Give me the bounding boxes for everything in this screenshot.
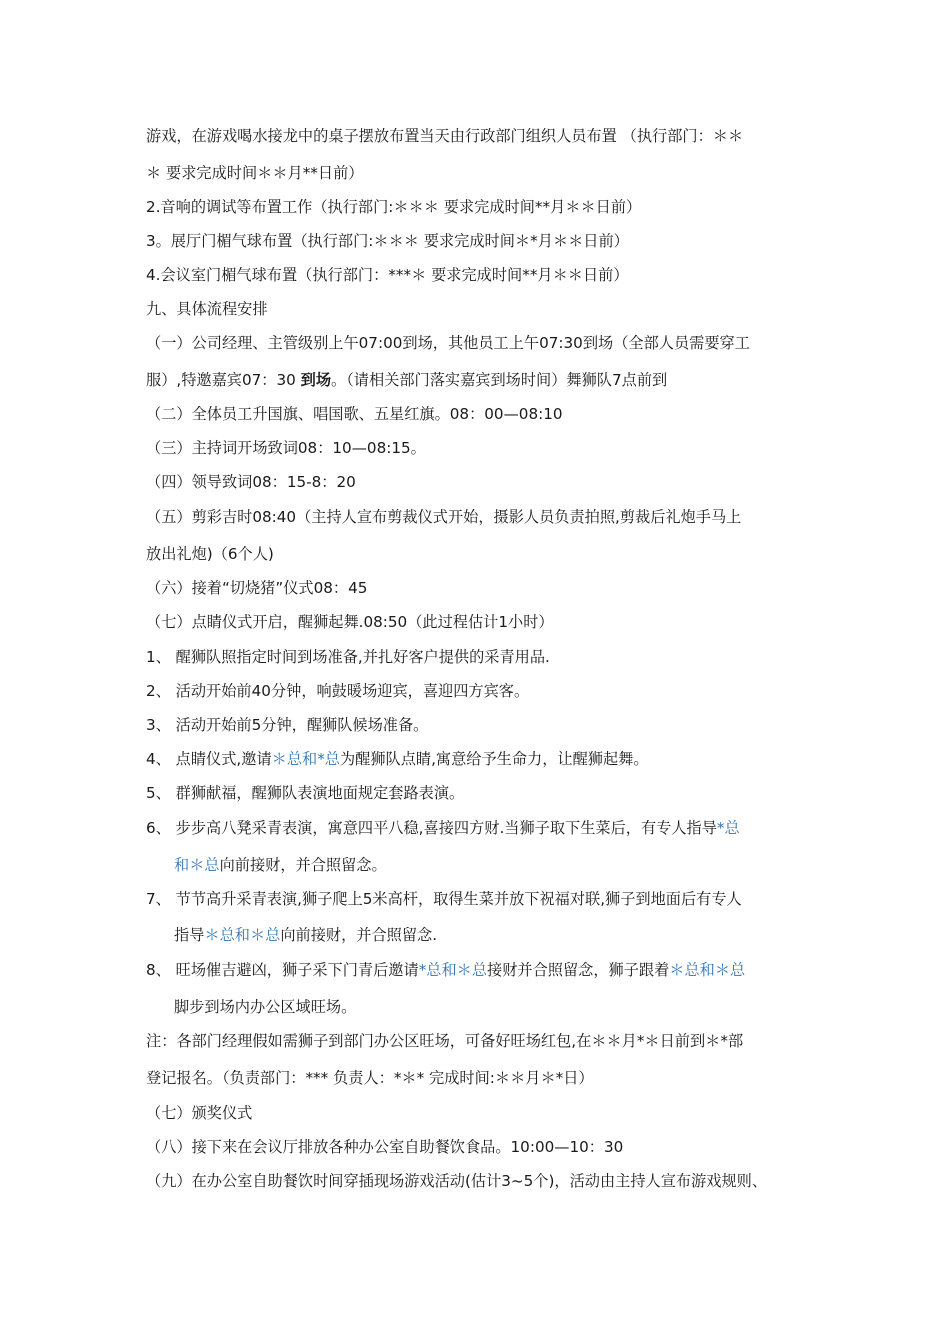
list-item-continuation: 和＊总向前接财，并合照留念。 (174, 856, 387, 874)
list-item-continuation: 脚步到场内办公区域旺场。 (174, 998, 357, 1016)
text-line: 3。展厅门楣气球布置（执行部门:＊＊＊ 要求完成时间＊*月＊＊日前） (146, 232, 629, 250)
list-item: 1、 醒狮队照指定时间到场准备,并扎好客户提供的采青用品. (146, 648, 550, 666)
text-line: 2.音响的调试等布置工作（执行部门:＊＊＊ 要求完成时间**月＊＊日前） (146, 198, 642, 216)
note-text: 登记报名。（负责部门：*** 负责人：*＊* 完成时间:＊＊月＊*日） (146, 1069, 594, 1087)
list-item: 4、 点睛仪式,邀请＊总和*总为醒狮队点睛,寓意给予生命力，让醒狮起舞。 (146, 750, 649, 768)
text-line: （五）剪彩吉时08:40（主持人宣布剪裁仪式开始，摄影人员负责拍照,剪裁后礼炮手马上 (146, 508, 742, 526)
text-line: （七）点睛仪式开启，醒狮起舞.08:50（此过程估计1小时） (146, 613, 554, 631)
text-line: 服）,特邀嘉宾07：30 到场。（请相关部门落实嘉宾到场时间）舞狮队7点前到 (146, 371, 668, 389)
text-line: 4.会议室门楣气球布置（执行部门：***＊ 要求完成时间**月＊＊日前） (146, 266, 629, 284)
list-item: 8、 旺场催吉避凶，狮子采下门青后邀请*总和＊总接财并合照留念，狮子跟着＊总和＊总 (146, 961, 746, 979)
text-line: （二）全体员工升国旗、唱国歌、五星红旗。08：00—08:10 (146, 405, 563, 423)
text-line: （一）公司经理、主管级别上午07:00到场，其他员工上午07:30到场（全部人员需要穿工 (146, 334, 750, 352)
text-line: （八）接下来在会议厅排放各种办公室自助餐饮食品。10:00—10：30 (146, 1138, 624, 1156)
list-item: 3、 活动开始前5分钟，醒狮队候场准备。 (146, 716, 429, 734)
section-heading: 九、具体流程安排 (146, 300, 268, 318)
text-line: （四）领导致词08：15-8：20 (146, 473, 356, 491)
text-line: ＊ 要求完成时间＊＊月**日前） (146, 164, 364, 182)
list-item: 2、 活动开始前40分钟，响鼓暖场迎宾，喜迎四方宾客。 (146, 682, 530, 700)
list-item-continuation: 指导＊总和＊总向前接财，并合照留念. (174, 926, 438, 944)
list-item: 5、 群狮献福，醒狮队表演地面规定套路表演。 (146, 784, 465, 802)
list-item: 6、 步步高八凳采青表演，寓意四平八稳,喜接四方财.当狮子取下生菜后，有专人指导*总 (146, 819, 740, 837)
text-line: 游戏，在游戏喝水接龙中的桌子摆放布置当天由行政部门组织人员布置 （执行部门：＊＊ (146, 127, 744, 145)
note-text: 注：各部门经理假如需狮子到部门办公区旺场，可备好旺场红包,在＊＊月*＊日前到＊*部 (146, 1032, 744, 1050)
list-item: 7、 节节高升采青表演,狮子爬上5米高杆，取得生菜并放下祝福对联,狮子到地面后有专人 (146, 890, 742, 908)
text-line: （七）颁奖仪式 (146, 1104, 253, 1122)
text-line: 放出礼炮)（6个人) (146, 545, 274, 563)
text-line: （三）主持词开场致词08：10—08:15。 (146, 439, 426, 457)
text-line: （六）接着“切烧猪”仪式08：45 (146, 579, 368, 597)
text-line: （九）在办公室自助餐饮时间穿插现场游戏活动(估计3~5个)，活动由主持人宣布游戏规则、 (146, 1172, 768, 1190)
